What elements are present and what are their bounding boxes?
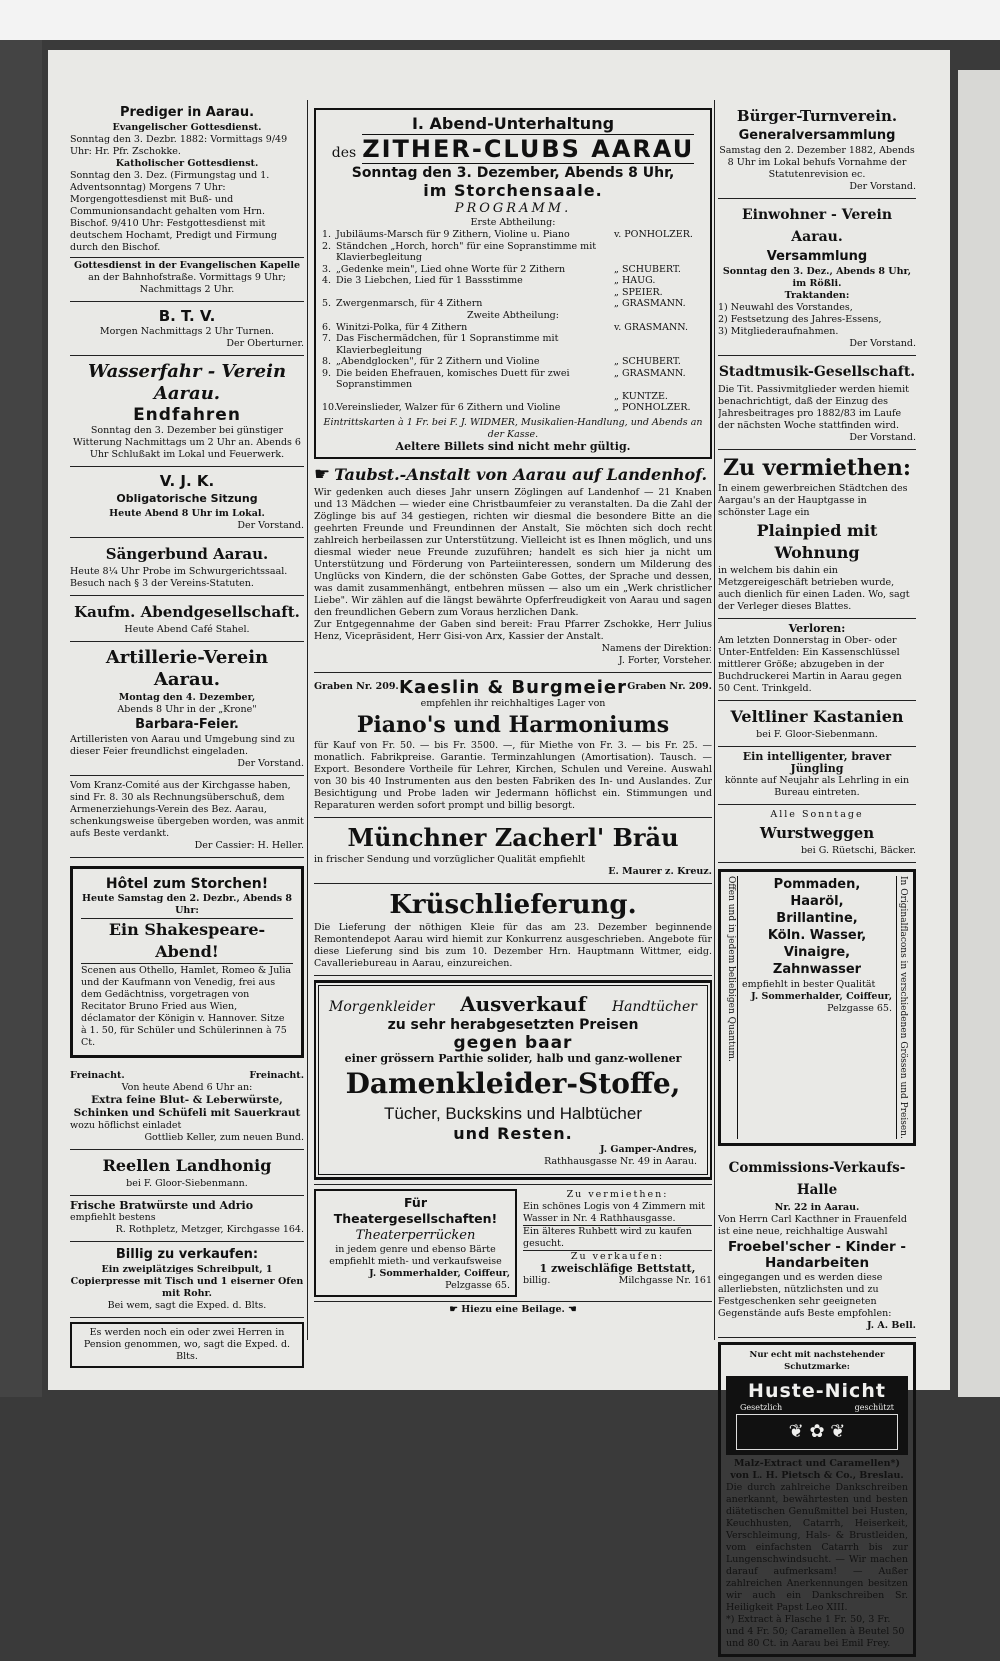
ad-text: in frischer Sendung und vorzüglicher Qualität empfiehlt: [314, 853, 585, 865]
programm-work: Jubiläums-Marsch für 9 Zithern, Violine u. Piano: [336, 229, 570, 240]
ad-title: Kaeslin & Burgmeier: [399, 676, 627, 698]
programm-number: 7.: [322, 333, 332, 344]
ad-side-text: Offen und in jedem beliebigen Quantum.: [725, 876, 738, 1139]
ad-address: Graben Nr. 209.: [314, 681, 399, 692]
ad-text: Tücher, Buckskins und Halbtücher: [384, 1103, 642, 1123]
ad-veltliner: [718, 701, 916, 747]
programm-item: [322, 356, 704, 368]
ad-text: an der Bahnhofstraße. Vormittags 9 Uhr; Nachmittags 2 Uhr.: [88, 272, 286, 295]
ad-billig: [70, 1242, 304, 1318]
ad-einwohner-verein: [718, 199, 916, 356]
ad-text: in welchem bis dahin ein Metzgereigeschäft betrieben wurde, auch dienlich für einen Laden. Wo, sagt der Verleger dieses Blattes.: [718, 565, 910, 612]
scan-margin-right: [958, 70, 1000, 1397]
ad-artillerie: [70, 642, 304, 776]
ad-title: B. T. V.: [158, 307, 216, 325]
programm-number: 2.: [322, 240, 332, 252]
ad-highlight: Aeltere Billets sind nicht mehr gültig.: [395, 439, 631, 453]
ad-highlight: Piano's und Harmoniums: [356, 711, 670, 738]
ad-text: Scenen aus Othello, Hamlet, Romeo & Julia und der Kaufmann von Venedig, frei aus dem Gedächtniss, vorgetragen von Recitator Bruno Fried aus Wien, déclamator der Königin v. Hannover. Sitze à 1. 50, für Schüler und Schülerinnen à 75 Ct.: [81, 965, 292, 1048]
ad-landhonig: [70, 1150, 304, 1196]
ad-text: Ein älteres Ruhbett wird zu kaufen gesucht.: [523, 1225, 712, 1250]
ad-title: Wasserfahr - Verein Aarau.: [87, 361, 287, 404]
programm-composer: [614, 241, 704, 264]
programm-number: 1.: [322, 229, 332, 240]
ad-signature: Der Vorstand.: [849, 181, 916, 192]
ad-text: Sonntag den 3. Dez., Abends 8 Uhr, im Rößli.: [722, 266, 912, 289]
ad-title: Ein intelligenter, braver Jüngling: [742, 750, 892, 775]
ad-text: bei F. Gloor-Siebenmann.: [126, 1178, 248, 1189]
programm-number: 5.: [322, 298, 332, 309]
ad-vjk: [70, 467, 304, 538]
ad-text: Heute Abend 8 Uhr im Lokal.: [109, 508, 265, 519]
ad-signature: J. Sommerhalder, Coiffeur,: [751, 991, 892, 1002]
list-item: 1) Neuwahl des Vorstandes,: [718, 302, 853, 313]
programm-heading: PROGRAMM.: [454, 201, 572, 216]
ad-text: Heute 8¼ Uhr Probe im Schwurgerichtssaal. Besuch nach § 3 der Vereins-Statuten.: [70, 566, 288, 589]
list-item: Brillantine,: [776, 911, 858, 926]
ad-title: Kaufm. Abendgesellschaft.: [74, 603, 300, 621]
programm-work: Das Fischermädchen, für 1 Sopranstimme mit Klavierbegleitung: [336, 333, 559, 356]
ad-text: Eintrittskarten à 1 Fr. bei F. J. WIDMER, Musikalien-Handlung, und Abends an der Kasse.: [323, 416, 703, 440]
ad-title: Billig zu verkaufen:: [115, 1247, 259, 1262]
ad-date: Montag den 4. Dezember,: [118, 692, 256, 703]
list-item: 2) Festsetzung des Jahres-Essens,: [718, 314, 882, 325]
ad-subtitle: Ein Shakespeare-Abend!: [81, 918, 293, 964]
ad-text: empfiehlt in bester Qualität: [742, 979, 876, 990]
ad-text: Bei wem, sagt die Exped. d. Blts.: [107, 1300, 267, 1311]
ad-title: Veltliner Kastanien: [730, 707, 904, 726]
column-middle: [314, 108, 712, 1316]
ad-title: Reellen Landhonig: [102, 1156, 272, 1175]
programm-work: Ständchen „Horch, horch" für eine Sopranstimme mit Klavierbegleitung: [336, 240, 597, 263]
programm-composer: [614, 333, 704, 356]
ad-title: Krüschlieferung.: [389, 889, 637, 920]
programm-composer: „ GRASMANN.: [614, 298, 686, 309]
ad-date: Sonntag den 3. Dezember, Abends 8 Uhr,: [351, 165, 675, 181]
ad-zither-club: [314, 108, 712, 459]
ad-title: Freinacht.: [70, 1070, 125, 1081]
programm-work: Zwergenmarsch, für 4 Zithern: [336, 298, 483, 309]
ad-signature: J. Gamper-Andres,: [600, 1143, 697, 1155]
ad-text: *) Extract à Flasche 1 Fr. 50, 3 Fr. und 4 Fr. 50; Caramellen à Beutel 50 und 80 Ct. in Aarau bei Emil Frey.: [726, 1613, 905, 1649]
ad-text: Die Lieferung der nöthigen Kleie für das am 23. Dezember beginnende Remontendepot Aarau wird hiemit zur Konkurrenz ausgeschrieben. Angebote für diese Lieferung sind bis zum 10. Dezember Hrn. Hauptmann Wittmer, eidg. Cavalleriebureau in Aarau, einzureichen.: [314, 921, 712, 969]
ad-title: Commissions-Verkaufs-Halle: [728, 1159, 906, 1198]
ad-text: Morgen Nachmittags 2 Uhr Turnen.: [99, 326, 275, 337]
ad-subtitle: gegen baar: [453, 1032, 573, 1053]
ad-text: Nur echt mit nachstehender Schutzmarke:: [749, 1349, 885, 1372]
ad-text: in jedem genre und ebenso Bärte empfiehlt mieth- und verkaufsweise: [329, 1243, 502, 1267]
ad-title: Verloren:: [788, 622, 846, 635]
club-name: ZITHER-CLUBS AARAU: [362, 135, 695, 163]
ad-subtitle: Katholischer Gottesdienst.: [115, 158, 259, 169]
ad-text: Artilleristen von Aarau und Umgebung sind zu dieser Feier freundlichst eingeladen.: [70, 734, 295, 757]
ad-text: Traktanden:: [784, 290, 850, 301]
programm-composer: „ KUNTZE.: [614, 390, 668, 402]
ad-title: Bürger-Turnverein.: [736, 107, 898, 125]
programm-item: [322, 333, 704, 356]
programm-number: 9.: [322, 367, 332, 379]
ad-title: Zu vermiethen:: [723, 455, 911, 481]
ad-text: Morgenkleider: [329, 998, 435, 1015]
ad-text: eingegangen und es werden diese allerliebsten, nützlichsten und zu Festgeschenken sehr geeigneten Gegenstände aufs Beste empfohlen:: [718, 1271, 892, 1319]
column-right: [718, 100, 916, 1661]
column-rule: [307, 100, 308, 1340]
programm-list: [322, 229, 704, 310]
ad-title: Freinacht.: [249, 1070, 304, 1081]
ad-signature: Der Vorstand.: [237, 520, 304, 531]
ad-text: empfehlen ihr reichhaltiges Lager von: [420, 697, 606, 709]
ad-signature: Rathhausgasse Nr. 49 in Aarau.: [544, 1155, 697, 1167]
ad-title: Einwohner - Verein Aarau.: [741, 207, 893, 245]
ad-zu-vermiethen: [718, 450, 916, 619]
ad-subtitle: Plainpied mit Wohnung: [756, 521, 878, 562]
ad-text: Wir gedenken auch dieses Jahr unsern Zöglingen auf Landenhof — 21 Knaben und 13 Mädchen — wieder eine Christbaumfeier zu veranstalten. Da die Zahl der Zöglinge bis auf 34 gestiegen, richten wir diesmal die besondere Bitte an die geehrten Freunde und Freundinnen der Anstalt, Sie möchten sich doch recht zahlreich herbeilassen zur Unterstützung. Vielleicht ist es Ihnen möglich, und uns diesmal wieder neue Freunde zuzuführen; handelt es sich hier ja nicht um Unterstützung und Förderung von Parteiinteressen, sondern um Milderung des Unglücks von Kindern, die der schönsten Gabe Gottes, der Sprache und dessen, was damit zusammenhängt, entbehren müssen — also um ein „Werk christlicher Liebe". Wir zählen auf die längst bewährte Opferfreudigkeit von Aarau und sagen den freundlichen Gebern zum Voraus herzlichen Dank.: [314, 486, 712, 618]
ad-text: wozu höflichst einladet: [70, 1120, 182, 1131]
programm-work: Winitzi-Polka, für 4 Zithern: [336, 321, 468, 333]
ad-stadtmusik: [718, 356, 916, 450]
ad-address: Milchgasse Nr. 161: [618, 1274, 712, 1286]
ad-subtitle: Evangelischer Gottesdienst.: [112, 122, 262, 133]
ad-signature: J. A. Bell.: [867, 1319, 916, 1331]
ad-subtitle: Generalversammlung: [738, 128, 896, 143]
ad-title: Artillerie-Verein Aarau.: [105, 647, 269, 690]
ad-kaeslin: [314, 673, 712, 818]
huste-nicht-logo: [726, 1376, 908, 1455]
ad-subtitle: Barbara-Feier.: [135, 717, 239, 732]
ad-title: Ausverkauf: [460, 991, 587, 1016]
ad-juengling: [718, 747, 916, 805]
ad-signature: J. Sommerhalder, Coiffeur,: [369, 1267, 510, 1279]
ad-signature: Der Vorstand.: [849, 338, 916, 349]
ad-signature: J. Forter, Vorsteher.: [618, 654, 712, 666]
list-item: Haaröl,: [790, 894, 844, 909]
programm-part: Erste Abtheilung:: [470, 217, 556, 228]
ad-signature: Der Vorstand.: [849, 432, 916, 443]
ad-bratwuerste: [70, 1196, 304, 1242]
ad-title: Frische Bratwürste und Adrio: [70, 1199, 254, 1212]
programm-number: 6.: [322, 321, 332, 333]
trademark-emblem-icon: ❦ ✿ ❦: [736, 1414, 898, 1450]
ad-text: Zur Entgegennahme der Gaben sind bereit: Frau Pfarrer Zschokke, Herr Julius Henz, Vicepräsident, Herr Gisi-von Arx, Kassier der Anstalt.: [314, 618, 712, 642]
ad-verloren: [718, 619, 916, 701]
ad-text: In einem gewerbreichen Städtchen des Aargau's an der Hauptgasse in schönster Lage ein: [718, 483, 908, 518]
logo-text: geschützt: [854, 1402, 894, 1412]
ad-text: Sonntag den 3. Dezember bei günstiger Witterung Nachmittags um 2 Uhr an. Abends 6 Uhr Schlußakt im Lokal und Feuerwerk.: [73, 425, 301, 460]
ad-text: Sonntag den 3. Dezbr. 1882: Vormittags 9/49 Uhr: Hr. Pfr. Zschokke.: [70, 134, 288, 157]
ad-highlight: Ein zweiplätziges Schreibpult, 1 Copierpresse mit Tisch und 1 eiserner Ofen mit Rohr.: [70, 1264, 304, 1299]
ad-prediger: [70, 100, 304, 302]
programm-item: [322, 264, 704, 276]
ad-signature: Pelzgasse 65.: [827, 1003, 892, 1014]
ad-signature: Pelzgasse 65.: [445, 1279, 510, 1291]
ad-text: für Kauf von Fr. 50. — bis Fr. 3500. —, für Miethe von Fr. 3. — bis Fr. 25. — monatlich. Fabrikpreise. Garantie. Terminzahlungen (Amortisation). Tausch. — Export. Besondere Vortheile für Lehrer, Kirchen, Schulen und Vereine. Auswahl von 30 bis 40 Instrumenten aus den besten Fabriken des In- und Auslandes. Zur Besichtigung und Probe laden wir Jedermann höflichst ein. Stimmungen und Reparaturen werden sofort prompt und billig besorgt.: [314, 739, 712, 811]
programm-work: [336, 391, 614, 403]
programm-number: [322, 391, 336, 403]
ad-btv: [70, 302, 304, 356]
list-item: 3) Mitgliederaufnahmen.: [718, 326, 839, 337]
ad-subtitle: Versammlung: [766, 249, 868, 264]
ad-text: Von Herrn Carl Kacthner in Frauenfeld ist eine neue, reichhaltige Auswahl: [718, 1213, 907, 1237]
programm-item: [322, 298, 704, 310]
ad-text: Am letzten Donnerstag in Ober- oder Unter-Entfelden: Ein Kassenschlüssel mittlerer Größe; abzugeben in der Buchdruckerei Martin in Aarau gegen 50 Cent. Trinkgeld.: [718, 635, 902, 694]
ad-signature: R. Rothpletz, Metzger, Kirchgasse 164.: [115, 1224, 304, 1235]
ad-place: im Storchensaale.: [423, 181, 603, 200]
programm-part: Zweite Abtheilung:: [467, 309, 559, 321]
programm-number: 4.: [322, 275, 332, 286]
ad-krueschlieferung: [314, 884, 712, 976]
ad-kaufm: [70, 596, 304, 642]
programm-item: [322, 229, 704, 241]
ad-text: Heute Abend Café Stahel.: [124, 624, 250, 635]
ad-text: Abends 8 Uhr in der „Krone": [117, 704, 257, 715]
list-item: Pommaden,: [773, 877, 861, 892]
ad-hotel-storchen: [70, 866, 304, 1058]
scan-margin-top: [0, 0, 1000, 40]
programm-number: [322, 287, 336, 299]
ad-title: Prediger in Aarau.: [119, 105, 255, 120]
ad-title: Taubst.-Anstalt von Aarau auf Landenhof.: [334, 464, 708, 484]
programm-item: [322, 402, 704, 414]
logo-text: Huste-Nicht: [748, 1379, 886, 1402]
ad-text: Die Tit. Passivmitglieder werden hiemit benachrichtigt, daß der Einzug des Jahresbeitrages pro 1882/83 im Laufe der nächsten Woche stattfinden wird.: [718, 384, 910, 431]
ad-signature: Der Vorstand.: [237, 758, 304, 769]
programm-item: [322, 275, 704, 287]
ad-text: Die durch zahlreiche Dankschreiben anerkannt, bewährtesten und besten diätetischen Genußmittel bei Husten, Keuchhusten, Catarrh, Heiserkeit, Verschleimung, Hals- & Brustleiden, vom einfachsten Catarrh bis zur Lungenschwindsucht. — Wir machen darauf aufmerksam! — Außer zahlreichen Anerkennungen besitzen wir auch ein Dankschreiben Sr. Heiligkeit Papst Leo XIII.: [726, 1481, 908, 1613]
programm-composer: v. GRASMANN.: [614, 321, 689, 333]
programm-composer: „ SCHUBERT.: [614, 356, 681, 367]
ad-text: Vom Kranz-Comité aus der Kirchgasse haben, sind Fr. 8. 30 als Rechnungsüberschuß, dem Armenerziehungs-Verein des Bez. Aarau, schenkungsweise übergeben worden, was anmit aufs Beste verdankt.: [70, 780, 304, 839]
programm-composer: „ SCHUBERT.: [614, 263, 681, 275]
ad-signature: Gottlieb Keller, zum neuen Bund.: [144, 1132, 304, 1143]
programm-list: [322, 322, 704, 414]
ad-address: Graben Nr. 209.: [627, 681, 712, 692]
programm-composer: „ SPEIER.: [614, 286, 663, 298]
programm-number: 10.: [322, 402, 338, 413]
ad-subtitle: Theaterperrücken: [355, 1227, 476, 1243]
ad-title: V. J. K.: [159, 472, 215, 490]
ad-signature: Der Cassier: H. Heller.: [194, 840, 304, 851]
ad-title: Hôtel zum Storchen!: [105, 876, 269, 892]
ad-text: Samstag den 2. Dezember 1882, Abends 8 Uhr im Lokal behufs Vornahme der Statutenrevision ec.: [719, 145, 915, 180]
programm-work: „Abendglocken", für 2 Zithern und Violine: [336, 356, 540, 367]
page-footer: ☛ Hiezu eine Beilage. ☚: [314, 1301, 712, 1316]
list-item: Zahnwasser: [772, 962, 862, 977]
ad-subtitle: zu sehr herabgesetzten Preisen: [387, 1016, 639, 1033]
ad-text: könnte auf Neujahr als Lehrling in ein Bureau eintreten.: [724, 775, 910, 798]
ad-title: Zu vermiethen:: [566, 1188, 669, 1200]
programm-number: 3.: [322, 263, 332, 275]
ad-side-text: In Originalflacons in verschiedenen Grössen und Preisen.: [898, 876, 908, 1139]
ad-buerger-turnverein: [718, 100, 916, 199]
list-item: Vinaigre,: [783, 945, 851, 960]
ad-zacherl: [314, 818, 712, 884]
programm-item: [322, 391, 704, 403]
ad-ausverkauf: [318, 985, 708, 1175]
ad-title: Wurstweggen: [759, 824, 875, 842]
ad-text: Ein schönes Logis von 4 Zimmern mit Wasser in Nr. 4 Rathhausgasse.: [523, 1200, 705, 1224]
ad-text: Handtücher: [611, 998, 697, 1015]
ad-kranz: [70, 776, 304, 858]
programm-item: [322, 368, 704, 391]
ad-wurstweggen: [718, 805, 916, 863]
column-left: [70, 100, 304, 1372]
ad-subtitle: Nr. 22 in Aarau.: [774, 1201, 860, 1213]
ad-wasserfahr: [70, 356, 304, 467]
ad-huste-nicht: [718, 1342, 916, 1657]
ad-text: und Resten.: [453, 1123, 573, 1143]
ad-title: Stadtmusik-Gesellschaft.: [718, 364, 916, 380]
ad-text: Von heute Abend 6 Uhr an:: [121, 1082, 253, 1093]
ad-vermiethen-verkaufen: [523, 1189, 712, 1297]
ad-text: Heute Samstag den 2. Dezbr., Abends 8 Uhr:: [82, 893, 292, 916]
ad-title: I. Abend-Unterhaltung: [411, 114, 615, 133]
ad-signature: bei G. Rüetschi, Bäcker.: [800, 845, 916, 856]
ad-title: Sängerbund Aarau.: [105, 545, 269, 563]
ad-text: Alle Sonntage: [770, 809, 864, 820]
ad-saengerbund: [70, 538, 304, 596]
ad-highlight: 1 zweischläfige Bettstatt,: [539, 1261, 696, 1275]
ad-title: Für Theatergesellschaften!: [333, 1194, 498, 1226]
programm-item: [322, 241, 704, 264]
ad-text: empfiehlt bestens: [70, 1212, 156, 1223]
programm-work: [336, 287, 614, 299]
ad-pommaden: [718, 869, 916, 1146]
programm-work: Vereinslieder, Walzer für 6 Zithern und Violine: [336, 402, 561, 413]
column-rule: [714, 100, 715, 1340]
ad-freinacht: [70, 1066, 304, 1150]
ad-signature: E. Maurer z. Kreuz.: [608, 865, 712, 877]
ad-text: Malz-Extract und Caramellen*) von L. H. Pietsch & Co., Breslau.: [730, 1457, 904, 1481]
ad-text: einer grössern Parthie solider, halb und ganz-wollener: [344, 1051, 682, 1065]
ad-text: bei F. Gloor-Siebenmann.: [756, 729, 878, 740]
programm-composer: „ PONHOLZER.: [614, 402, 691, 413]
programm-item: [322, 287, 704, 299]
ad-subtitle: Obligatorische Sitzung: [116, 492, 258, 505]
ad-subtitle: Endfahren: [133, 405, 241, 425]
programm-work: „Gedenke mein", Lied ohne Worte für 2 Zithern: [336, 263, 566, 275]
programm-composer: „ GRASMANN.: [614, 367, 686, 379]
logo-text: Gesetzlich: [740, 1402, 783, 1412]
programm-item: [322, 322, 704, 334]
programm-work: Die beiden Ehefrauen, komisches Duett für zwei Sopranstimmen: [336, 367, 570, 390]
ad-highlight: Damenkleider-Stoffe,: [345, 1066, 681, 1100]
ad-signature: Der Oberturner.: [226, 338, 304, 349]
list-item: Köln. Wasser,: [767, 928, 867, 943]
ad-subtitle: Gottesdienst in der Evangelischen Kapelle: [70, 257, 304, 272]
scan-margin-left: [0, 40, 42, 1397]
ad-highlight: Extra feine Blut- & Leberwürste, Schinken und Schüfeli mit Sauerkraut: [73, 1094, 301, 1119]
bottom-row: [314, 1184, 712, 1297]
programm-composer: „ HAUG.: [614, 275, 656, 286]
programm-work: Die 3 Liebchen, Lied für 1 Bassstimme: [336, 275, 523, 286]
ad-text: Sonntag den 3. Dez. (Firmungstag und 1. Adventsonntag) Morgens 7 Uhr: Morgengottesdienst mit Buß- und Communionsandacht gehalten vom Hrn. Bischof. 9/410 Uhr: Festgottesdienst mit deutschem Hochamt, Predigt und Firmung durch den Bischof.: [70, 170, 278, 253]
ad-text: des: [331, 145, 357, 161]
programm-composer: v. PONHOLZER.: [614, 229, 693, 240]
ad-commissions-halle: [718, 1152, 916, 1338]
ad-title: Zu verkaufen:: [523, 1250, 712, 1263]
ad-highlight: Froebel'scher - Kinder - Handarbeiten: [728, 1238, 906, 1271]
pointing-hand-icon: ☛: [314, 464, 331, 485]
ad-pension: [70, 1322, 304, 1368]
programm-number: 8.: [322, 356, 332, 367]
ad-text: billig.: [523, 1274, 551, 1286]
ad-text: Es werden noch ein oder zwei Herren in Pension genommen, wo, sagt die Exped. d. Blts.: [83, 1327, 291, 1362]
ad-theater: [314, 1189, 517, 1297]
ad-taubstummen: [314, 459, 712, 673]
ad-title: Münchner Zacherl' Bräu: [347, 822, 679, 852]
ad-signature: Namens der Direktion:: [601, 642, 712, 654]
